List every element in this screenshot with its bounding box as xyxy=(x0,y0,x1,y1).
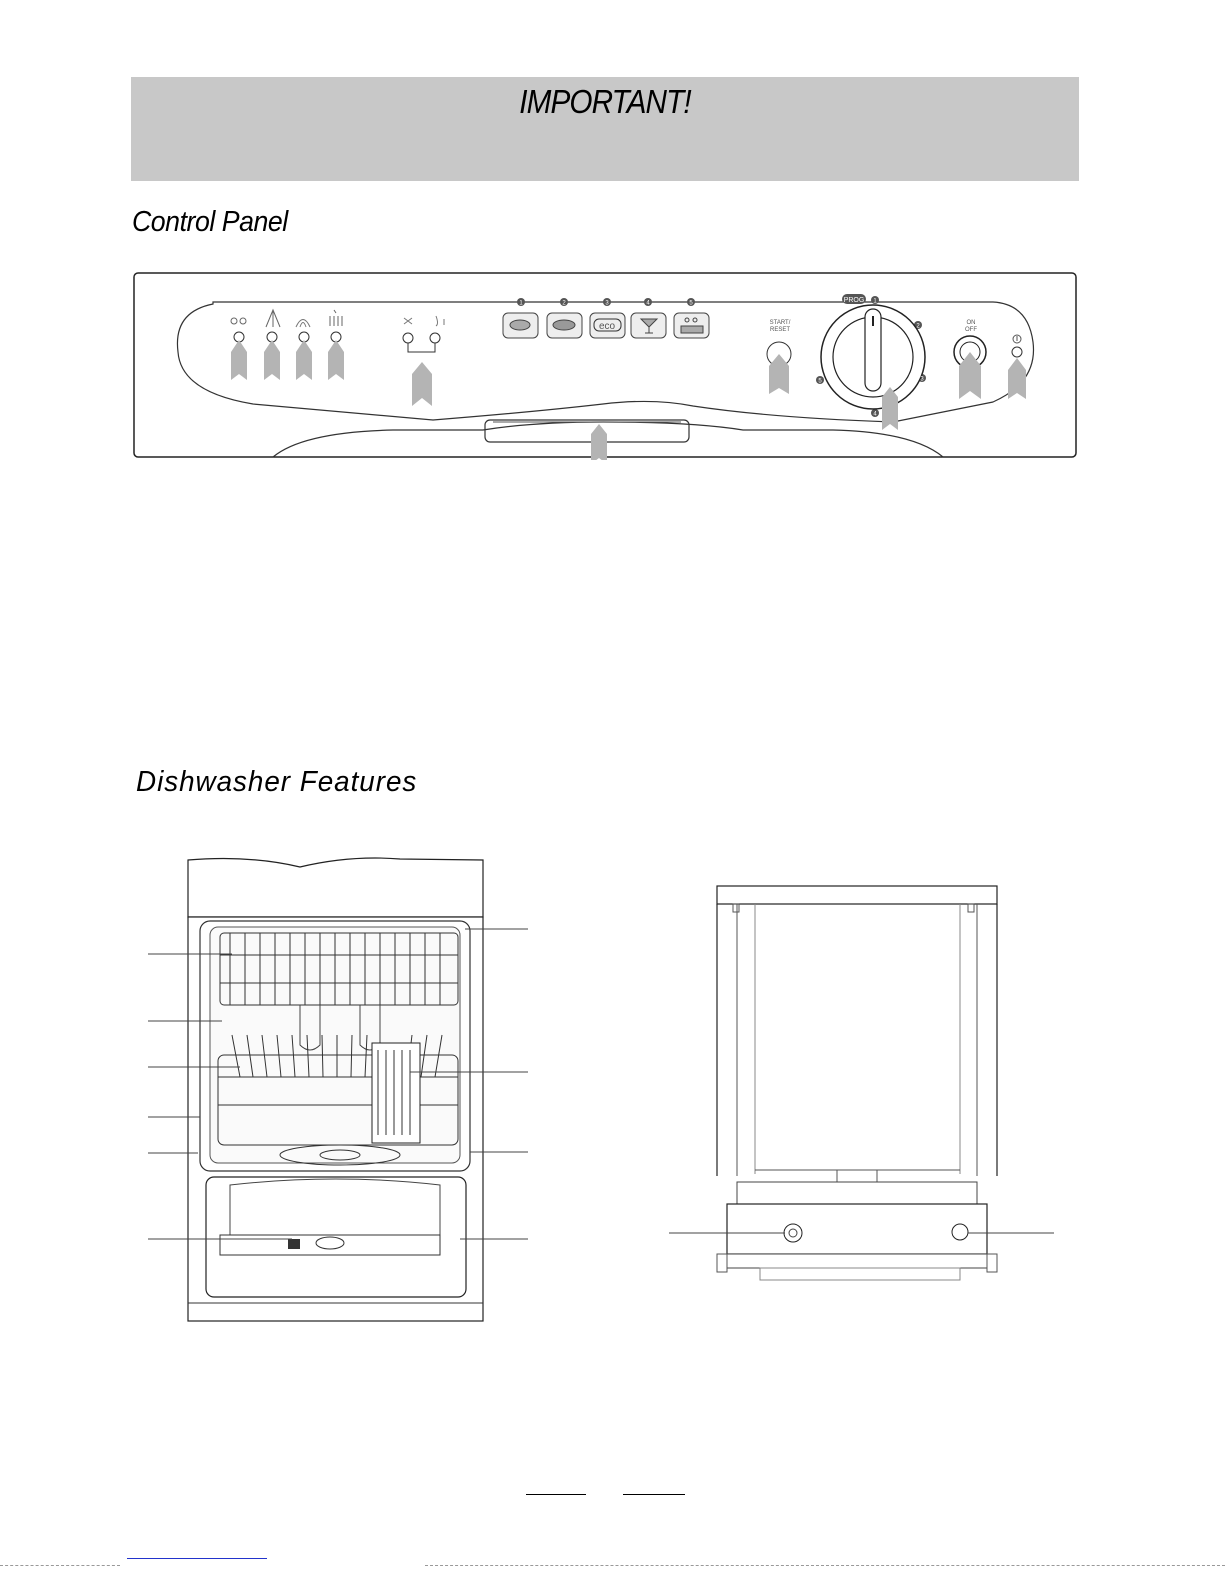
dishwasher-front-diagram xyxy=(140,855,540,1330)
banner-title: IMPORTANT! xyxy=(519,83,691,120)
dial-number-1: 1 xyxy=(873,298,877,305)
cutlery-basket xyxy=(372,1043,420,1143)
program-number-2: 2 xyxy=(562,300,566,307)
dial-number-4: 4 xyxy=(873,411,877,418)
dial-number-5: 5 xyxy=(818,378,822,385)
inlet-connector xyxy=(784,1224,802,1242)
detergent-dispenser xyxy=(288,1239,300,1249)
control-panel-heading: Control Panel xyxy=(132,206,288,238)
drain-connector xyxy=(952,1224,968,1240)
dishwasher-features-heading: Dishwasher Features xyxy=(136,766,418,798)
eco-label: eco xyxy=(598,321,616,332)
important-banner xyxy=(131,77,1079,181)
bottom-rule-right xyxy=(425,1565,1225,1566)
start-reset-label-1: START/ xyxy=(769,320,791,326)
program-number-3: 3 xyxy=(605,300,609,307)
footer-underline-right xyxy=(623,1494,685,1495)
control-panel-diagram xyxy=(133,272,1077,460)
bottom-rule-left xyxy=(0,1565,120,1566)
program-number-4: 4 xyxy=(646,300,650,307)
dishwasher-back-diagram xyxy=(665,880,1060,1290)
dial-number-3: 3 xyxy=(920,376,924,383)
start-reset-label-2: RESET xyxy=(769,327,791,333)
prog-label: PROG xyxy=(843,297,865,304)
footer-underline-left xyxy=(526,1494,586,1495)
dial-number-2: 2 xyxy=(916,323,920,330)
on-off-label-2: OFF xyxy=(965,327,977,333)
program-number-1: 1 xyxy=(519,300,523,307)
bottom-link-underline xyxy=(127,1558,267,1559)
program-number-5: 5 xyxy=(689,300,693,307)
on-off-label-1: ON xyxy=(966,320,976,326)
